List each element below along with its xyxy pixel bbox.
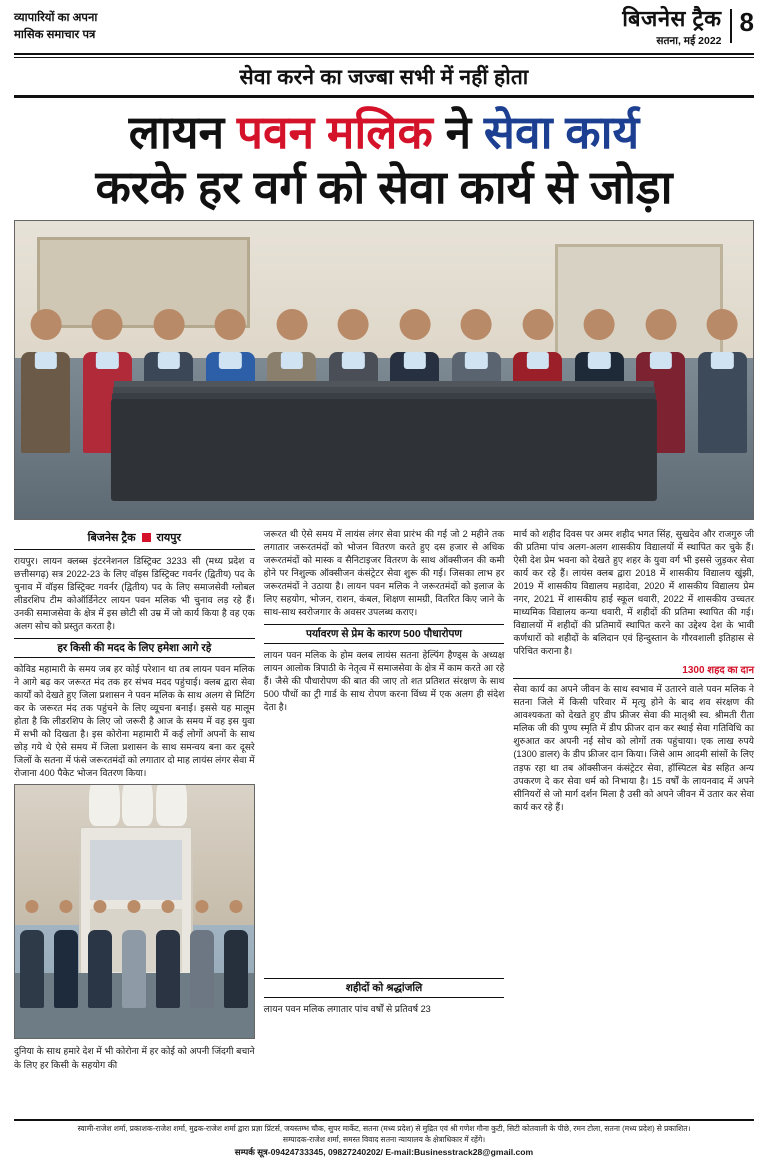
person-figure: [156, 900, 181, 1009]
col3-para-2: सेवा कार्य का अपने जीवन के साथ स्वभाव में उतारने वाले पवन मलिक ने सतना जिले में किसी परिवार में मृत्यु होने के बाद शव संरक्षण की आवश्यकता को देखते हुए डीप फ्रीजर सेवा की मातृश्री स्व. श्रीमती रीता मलिक जी की पुण्य स्मृति में डीप फ्रीजर दान कर स्थाई सेवा गतिविधि का शुरुआत कर अपनी नई सोच को लोगों तक पहुंचाया। एक लाख रुपये (1300 डालर) के डीप फ्रीजर दान किया। जिसे आम आदमी सांसों के लिए तड़फ रहा था तब ऑक्सीजन कंसंट्रेटर सेवा, हॉस्पिटल बेड सहित अन्य उपकरण दे कर सेवा धर्म को निभाया है। 15 वर्षों के लायनवाद में अपने सीनियरों से जो मार्ग दर्शन मिला है उसी को अपने जीवन में उतार कर सेवा कार्य कर रहे हैं।: [513, 684, 755, 812]
main-photo: [14, 220, 754, 520]
rule-top: [14, 53, 754, 55]
headline-part-4: सेवा कार्य: [483, 106, 640, 158]
person-figure: [54, 900, 79, 1009]
col2-photo-spacer: [264, 718, 505, 973]
footer-contact: सम्पर्क सूत्र-09424733345, 09827240202/ E-mail:Businesstrack28@gmail.com: [234, 1147, 534, 1158]
person-figure: [224, 900, 249, 1009]
col1-para-2: कोविड महामारी के समय जब हर कोई परेशान था तब लायन पवन मलिक ने आगे बढ़ कर जरूरत मंद तक हर संभव मदद पहुंचाई। क्लब द्वारा सेवा कार्यों को देखते हुए जिला प्रशासन ने पवन मलिक के साथ अलग से मिटिंग कर के जरूरत मंद तक पहुंचने के लिए व्यूचना बनाई। इससे यह मालूम होता है कि लीडरशिप के लिए जो जरूरी है आज के समय में वह इस युवा में सभी को दिखता है। इस कोरोना महामारी में कई लोगों अपनों के साथ छोड़ गये थे ऐसे समय में जिला प्रशासन के साथ समन्वय बना कर दूसरे जिलों के सतना में फंसे जरूरतमंदों को लगातार दो माह लायंस लंगर सेवा में रोजाना 400 पैकेट भोजन वितरण किया।: [14, 663, 255, 779]
masthead-tagline-line2: मासिक समाचार पत्र: [14, 29, 96, 42]
headline: [14, 102, 754, 220]
masthead: [14, 8, 754, 48]
col1-subhead: हर किसी की मदद के लिए हमेशा आगे रहे: [14, 638, 255, 658]
col3-mini-head: 1300 शहद का दान: [513, 662, 754, 679]
column-3: [513, 528, 754, 1076]
masthead-tagline: [14, 8, 97, 45]
paper-title: बिजनेस ट्रैक: [622, 6, 722, 31]
page-number: 8: [739, 7, 754, 37]
person-figure: [696, 309, 749, 453]
col2-subhead-2: शहीदों को श्रद्धांजलि: [264, 978, 505, 998]
kicker-text: सेवा करने का जज्बा सभी में नहीं होता: [239, 66, 529, 89]
column-1: [14, 528, 255, 1076]
article-columns: [14, 528, 754, 1076]
col1-para-1: रायपुर। लायन क्लब्स इंटरनेशनल डिस्ट्रिक्ट 3233 सी (मध्य प्रदेश व छत्तीसगढ़) सत्र 2022-23 के लिए वॉइस डिस्ट्रिक्ट गवर्नर (द्वितीय) पद के चुनाव में वॉइस डिस्ट्रिक्ट गवर्नर (द्वितीय) पद के लिए समाजसेवी ग्लोबल लीडरशिप टीम कोऑर्डिनेटर लायन पवन मलिक भी चुनाव लड़ रहे हैं। उनकी समाजसेवा के क्षेत्र में इस छोटी सी उम्र में जो कार्य किया है वह एक अलग सोच को प्रस्तुत करता है।: [14, 555, 255, 631]
headline-part-1: लायन: [128, 106, 237, 158]
column-2: [264, 528, 505, 1076]
byline-paper: बिजनेस ट्रैक: [87, 531, 136, 544]
secondary-photo: [14, 784, 255, 1039]
col3-para-1: मार्च को शहीद दिवस पर अमर शहीद भगत सिंह, सुखदेव और राजगुरु जी की प्रतिमा पांच अलग-अलग शासकीय विद्यालयों में स्थापित कर चुके हैं। ऐसी देश प्रेम भवना को देखते हुए शहर के युवा वर्ग भी इससे जुड़कर सेवा कार्य कर रहे हैं। लायंस क्लब द्वारा 2018 में शासकीय विद्यालय खुंझी, 2019 में शासकीय विद्यालय महादेवा, 2020 में शासकीय विद्यालय प्रेम नगर, 2021 में शासकीय हाई स्कूल धवारी, 2022 में शासकीय उच्चतर माध्यमिक विद्यालय कन्या धवारी, में शहीदों की प्रतिमा स्थापित की गई। विद्यालयों में शहीदों की प्रतिमायें स्थापित करने का उद्देश्य देश के भावी कर्णधारों को शहीदों के बलिदान एवं हिन्दुस्तान के गौरवशाली इतिहास से परिचित कराना है।: [513, 528, 755, 657]
headline-part-3: ने: [432, 106, 484, 158]
person-figure: [19, 309, 72, 453]
footer-imprint-1: स्वामी-राजेश शर्मा, प्रकाशक-राजेश शर्मा, मुद्रक-राजेश शर्मा द्वारा प्रज्ञा प्रिंटर्स, जयस्तम्भ चौक, सुपर मार्केट, सतना (मध्य प्रदेश) से मुद्रित एवं श्री गणेश गौना कुटी, सिटी कोतवाली के पीछे, रमन टोला, सतना (मध्य प्रदेश) से प्रकाशित।: [77, 1123, 691, 1133]
blanket-stack: [111, 399, 657, 500]
headline-line-1: [14, 108, 754, 157]
masthead-divider: [730, 9, 732, 43]
statue-bust: [122, 784, 153, 825]
person-figure: [122, 900, 147, 1009]
col2-para-1: जरूरत थी ऐसे समय में लायंस लंगर सेवा प्रारंभ की गई जो 2 महीने तक लगातार जरूरतमंदों को भोजन वितरण करते हुए दस हजार से अधिक जरूरतमंदों को मास्क व सैनिटाइजर वितरण के साथ ऑक्सीजन की कमी होने पर निशुल्क ऑक्सीजन कंसंट्रेटर सेवा शुरू की गई। जिसका लाभ हर जरूरतमंदों ने उठाया है। लायन पवन मलिक ने जरूरतमंदों को इलाज के लिए सहयोग, भोजन, राशन, कंबल, शिक्षण सामग्री, वितरित किए जाने के साथ-साथ स्वरोजगार के अवसर उपलब्ध कराए।: [263, 528, 505, 617]
byline-location: रायपुर: [156, 531, 182, 544]
statue-bust: [89, 784, 120, 825]
masthead-right: [622, 8, 754, 48]
person-figure: [88, 900, 113, 1009]
col1-para-3: दुनिया के साथ हमारे देश में भी कोरोना में हर कोई को अपनी जिंदगी बचाने के लिए हर किसी के सहयोग की: [14, 1046, 255, 1070]
photo-people-row: [15, 861, 254, 1008]
rule-under-kicker: [14, 95, 754, 98]
person-figure: [20, 900, 45, 1009]
col2-para-5: लायन पवन मलिक लगातार पांच वर्षों से प्रतिवर्ष 23: [263, 1004, 431, 1015]
masthead-brand-block: [622, 8, 721, 48]
paper-place-date: सतना, मई 2022: [656, 35, 722, 47]
person-figure: [190, 900, 215, 1009]
footer: [14, 1119, 754, 1160]
headline-line-2: करके हर वर्ग को सेवा कार्य से जोड़ा: [95, 160, 673, 213]
byline-square-icon: [142, 533, 151, 542]
masthead-tagline-line1: व्यापारियों का अपना: [14, 12, 98, 24]
statue-bust: [156, 784, 187, 825]
col2-subhead-1: पर्यावरण से प्रेम के कारण 500 पौधारोपण: [264, 624, 505, 644]
col2-para-2: लायन पवन मलिक के होम क्लब लायंस सतना हेल्पिंग हैण्ड्स के अध्यक्ष लायन आलोक त्रिपाठी के नेतृत्व में समाजसेवा के क्षेत्र में काम करते आ रहे हैं। जैसे की पौधारोपण की बात की जाए तो शत प्रतिशत संरक्षण के साथ 500 पौधों का ट्री गार्ड के साथ रोपण करना विंध्य में एक अलग ही संदेश देता है।: [263, 649, 505, 713]
byline: [14, 528, 255, 550]
footer-imprint-2: सम्पादक-राजेश शर्मा, समस्त विवाद सतना न्यायालय के क्षेत्राधिकार में रहेंगे।: [282, 1135, 486, 1145]
headline-part-2: पवन मलिक: [236, 106, 433, 158]
